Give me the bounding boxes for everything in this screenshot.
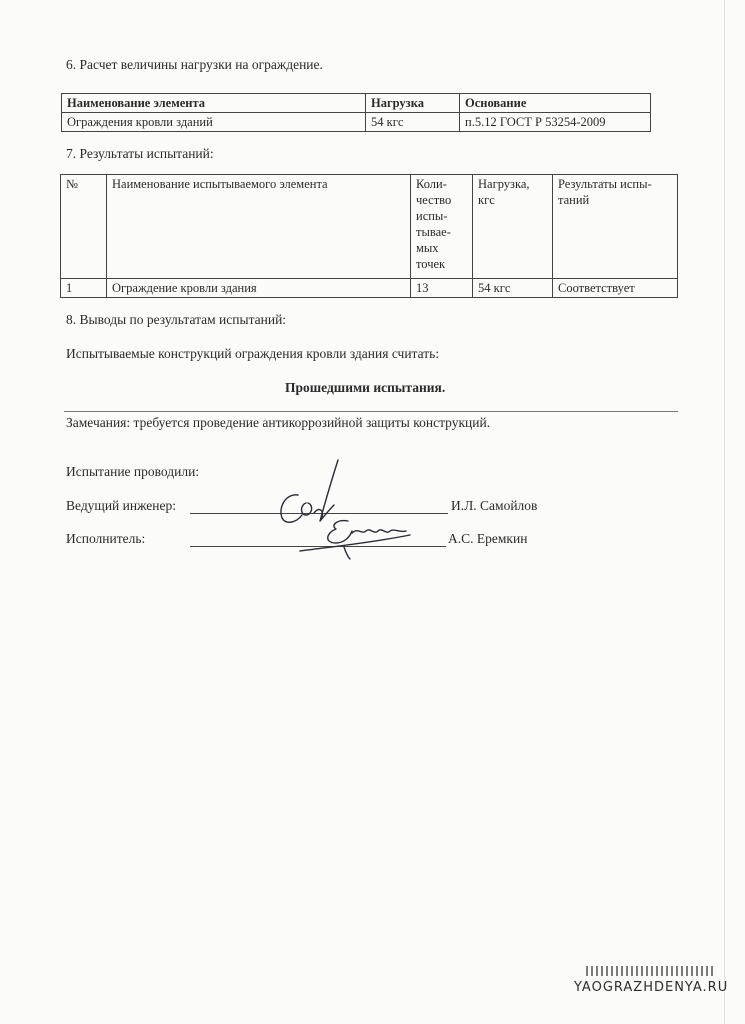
column-header: Основание (460, 94, 651, 113)
column-header: Нагрузка (366, 94, 460, 113)
conclusion-statement: Испытываемые конструкций ограждения кровли здания считать: (66, 346, 440, 361)
executor-label: Исполнитель: (66, 531, 146, 546)
column-header: Наименование испытываемого элемента (107, 175, 411, 279)
watermark: YAOGRAZHDENYA.RU (574, 980, 729, 995)
watermark-pattern (586, 966, 714, 976)
signatures-intro: Испытание проводили: (66, 464, 200, 479)
table-cell: Соответствует (553, 279, 678, 298)
table-cell: п.5.12 ГОСТ Р 53254-2009 (460, 113, 651, 132)
table-header-row (61, 175, 678, 279)
table-row (61, 279, 678, 298)
lead-engineer-name: И.Л. Самойлов (451, 498, 538, 513)
column-header: № (61, 175, 107, 279)
section-7-heading: 7. Результаты испытаний: (66, 146, 214, 161)
handwritten-signatures (270, 455, 430, 570)
table-cell: Ограждение кровли здания (107, 279, 411, 298)
conclusion-verdict: Прошедшими испытания. (285, 380, 446, 395)
section-8-heading: 8. Выводы по результатам испытаний: (66, 312, 287, 327)
lead-engineer-label: Ведущий инженер: (66, 498, 176, 513)
table-cell: Ограждения кровли зданий (62, 113, 366, 132)
column-header: Результаты испы- таний (553, 175, 678, 279)
page-edge (724, 0, 725, 1024)
remarks: Замечания: требуется проведение антикоррозийной защиты конструкций. (66, 415, 491, 430)
table-cell: 13 (411, 279, 473, 298)
table-header-row (62, 94, 651, 113)
table-row (62, 113, 651, 132)
table-cell: 54 кгс (473, 279, 553, 298)
load-table (61, 93, 651, 132)
section-6-heading: 6. Расчет величины нагрузки на ограждение. (66, 57, 323, 72)
column-header: Коли- чество испы- тывае- мых точек (411, 175, 473, 279)
table-cell: 1 (61, 279, 107, 298)
column-header: Нагрузка, кгс (473, 175, 553, 279)
divider (64, 411, 678, 412)
results-table (60, 174, 678, 298)
column-header: Наименование элемента (62, 94, 366, 113)
table-cell: 54 кгс (366, 113, 460, 132)
executor-name: А.С. Еремкин (448, 531, 528, 546)
